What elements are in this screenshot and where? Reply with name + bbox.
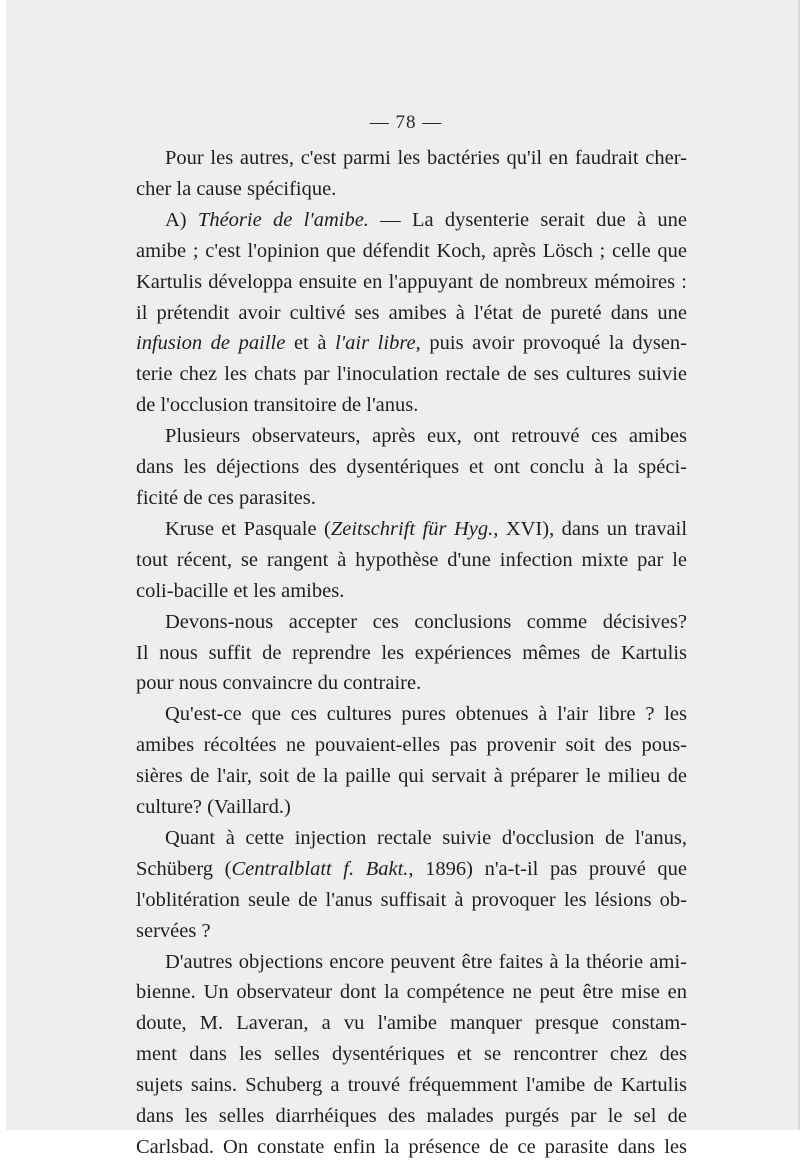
text-line: D'autres objections encore peuvent être faites à la théorie ami- — [165, 950, 687, 973]
text-line: cher la cause spécifique. — [136, 177, 337, 200]
italic-text: Zeitschrift für Hyg. — [330, 517, 494, 540]
text-line — [136, 205, 687, 236]
text-segment: A) — [165, 208, 198, 231]
text-line: l'oblitération seule de l'anus suffisait à provoquer les lésions ob- — [136, 888, 687, 911]
text-line: amibe ; c'est l'opinion que défendit Koch, après Lösch ; celle que — [136, 239, 687, 262]
text-line: coli-bacille et les amibes. — [136, 579, 345, 602]
italic-text: Centralblatt f. Bakt. — [231, 857, 409, 880]
text-line: dans les déjections des dysentériques et ont conclu à la spéci- — [136, 456, 687, 479]
text-line: Kartulis développa ensuite en l'appuyant de nombreux mémoires : — [136, 270, 687, 293]
text-line — [136, 514, 687, 545]
text-line: sujets sains. Schuberg a trouvé fréquemment l'amibe de Kartulis — [136, 1074, 687, 1097]
italic-text: l'air libre, — [335, 332, 421, 355]
text-line: Devons-nous accepter ces conclusions comme décisives? — [165, 610, 687, 633]
text-line: terie chez les chats par l'inoculation rectale de ses cultures suivie — [136, 363, 687, 386]
text-line: doute, M. Laveran, a vu l'amibe manquer presque constam- — [136, 1012, 687, 1035]
text-line: sières de l'air, soit de la paille qui servait à préparer le milieu de — [136, 765, 687, 788]
text-line: Qu'est-ce que ces cultures pures obtenues à l'air libre ? les — [165, 703, 687, 726]
text-line: servées ? — [136, 919, 211, 942]
text-line: dans les selles diarrhéiques des malades purgés par le sel de — [136, 1105, 687, 1128]
text-segment: puis avoir provoqué la dysen- — [420, 332, 687, 355]
text-line: Quant à cette injection rectale suivie d'occlusion de l'anus, — [165, 826, 687, 849]
text-line: Il nous suffit de reprendre les expériences mêmes de Kartulis — [136, 641, 687, 664]
italic-text: infusion de paille — [136, 332, 286, 355]
text-line: Carlsbad. On constate enfin la présence de ce parasite dans les — [136, 1136, 687, 1158]
text-line: tout récent, se rangent à hypothèse d'une infection mixte par le — [136, 548, 687, 571]
page-number: — 78 — — [369, 112, 443, 133]
text-line: de l'occlusion transitoire de l'anus. — [136, 394, 419, 417]
text-line: Plusieurs observateurs, après eux, ont retrouvé ces amibes — [165, 425, 687, 448]
text-line: bienne. Un observateur dont la compétence ne peut être mise en — [136, 981, 687, 1004]
text-line: il prétendit avoir cultivé ses amibes à l'état de pureté dans une — [136, 301, 687, 324]
text-segment: et à — [285, 332, 336, 355]
text-segment: Schüberg ( — [136, 857, 232, 880]
text-segment: , 1896) n'a-t-il pas prouvé que — [408, 857, 687, 880]
text-segment: Kruse et Pasquale ( — [165, 517, 331, 540]
text-line: culture? (Vaillard.) — [136, 796, 291, 819]
text-segment: , XVI), dans un travail — [493, 517, 688, 540]
italic-text: Théorie de l'amibe. — [197, 208, 369, 231]
text-line — [136, 328, 687, 359]
text-segment: — La dysenterie serait due à une — [368, 208, 687, 231]
text-line: pour nous convaincre du contraire. — [136, 672, 422, 695]
text-line: ficité de ces parasites. — [136, 486, 316, 509]
text-line: ment dans les selles dysentériques et se rencontrer chez des — [136, 1043, 687, 1066]
text-line: amibes récoltées ne pouvaient-elles pas provenir soit des pous- — [136, 734, 687, 757]
body-text — [136, 143, 687, 1163]
text-line: Pour les autres, c'est parmi les bactéries qu'il en faudrait cher- — [165, 147, 687, 169]
text-line — [136, 854, 687, 885]
